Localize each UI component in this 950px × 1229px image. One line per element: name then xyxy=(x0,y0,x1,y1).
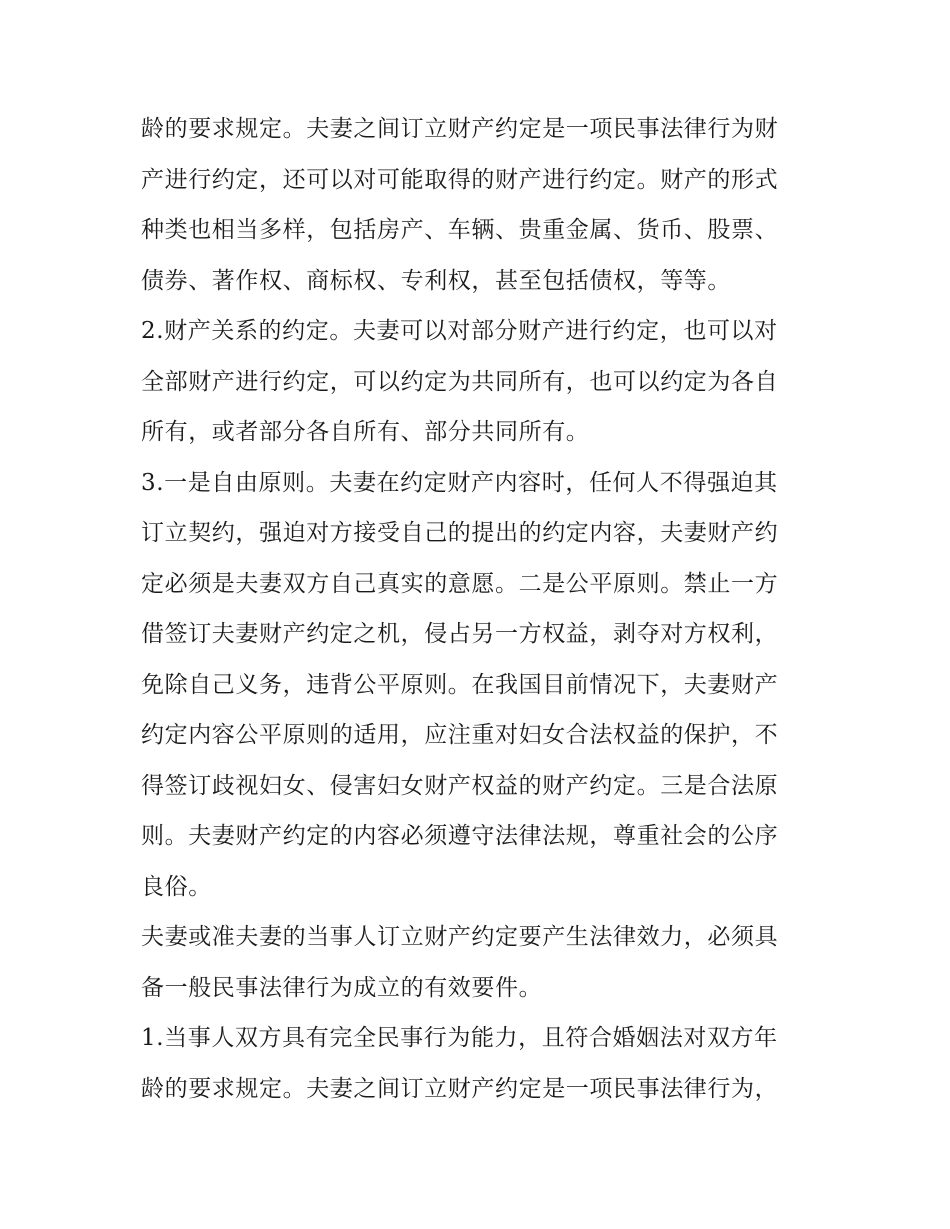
document-body xyxy=(141,104,821,1114)
text-line: 1.当事人双方具有完全民事行为能力，且符合婚姻法对双方年 xyxy=(141,1025,778,1051)
text-line: 产进行约定，还可以对可能取得的财产进行约定。财产的形式 xyxy=(141,166,779,193)
text-line: 全部财产进行约定，可以约定为共同所有，也可以约定为各自 xyxy=(141,368,779,395)
text-line: 则。夫妻财产约定的内容必须遵守法律法规，尊重社会的公序 xyxy=(141,823,779,849)
text-line: 得签订歧视妇女、侵害妇女财产权益的财产约定。三是合法原 xyxy=(141,772,779,799)
text-line: 所有，或者部分各自所有、部分共同所有。 xyxy=(141,419,590,445)
text-line: 订立契约，强迫对方接受自己的提出的约定内容，夫妻财产约 xyxy=(141,520,779,546)
text-line: 免除自己义务，违背公平原则。在我国目前情况下，夫妻财产 xyxy=(141,671,779,698)
text-line: 借签订夫妻财产约定之机，侵占另一方权益，剥夺对方权利， xyxy=(141,621,779,647)
text-line: 备一般民事法律行为成立的有效要件。 xyxy=(141,974,543,1001)
text-line: 约定内容公平原则的适用，应注重对妇女合法权益的保护，不 xyxy=(141,722,779,748)
text-line: 良俗。 xyxy=(141,873,212,900)
text-line: 2.财产关系的约定。夫妻可以对部分财产进行约定，也可以对 xyxy=(141,318,778,344)
text-line: 龄的要求规定。夫妻之间订立财产约定是一项民事法律行为， xyxy=(141,1075,779,1102)
text-line: 种类也相当多样，包括房产、车辆、贵重金属、货币、股票、 xyxy=(141,217,779,243)
text-line: 3.一是自由原则。夫妻在约定财产内容时，任何人不得强迫其 xyxy=(141,469,778,496)
text-line: 夫妻或准夫妻的当事人订立财产约定要产生法律效力，必须具 xyxy=(141,924,779,950)
text-line: 定必须是夫妻双方自己真实的意愿。二是公平原则。禁止一方 xyxy=(141,570,779,597)
text-line: 债券、著作权、商标权、专利权，甚至包括债权，等等。 xyxy=(141,267,731,294)
text-line: 龄的要求规定。夫妻之间订立财产约定是一项民事法律行为财 xyxy=(141,116,779,142)
